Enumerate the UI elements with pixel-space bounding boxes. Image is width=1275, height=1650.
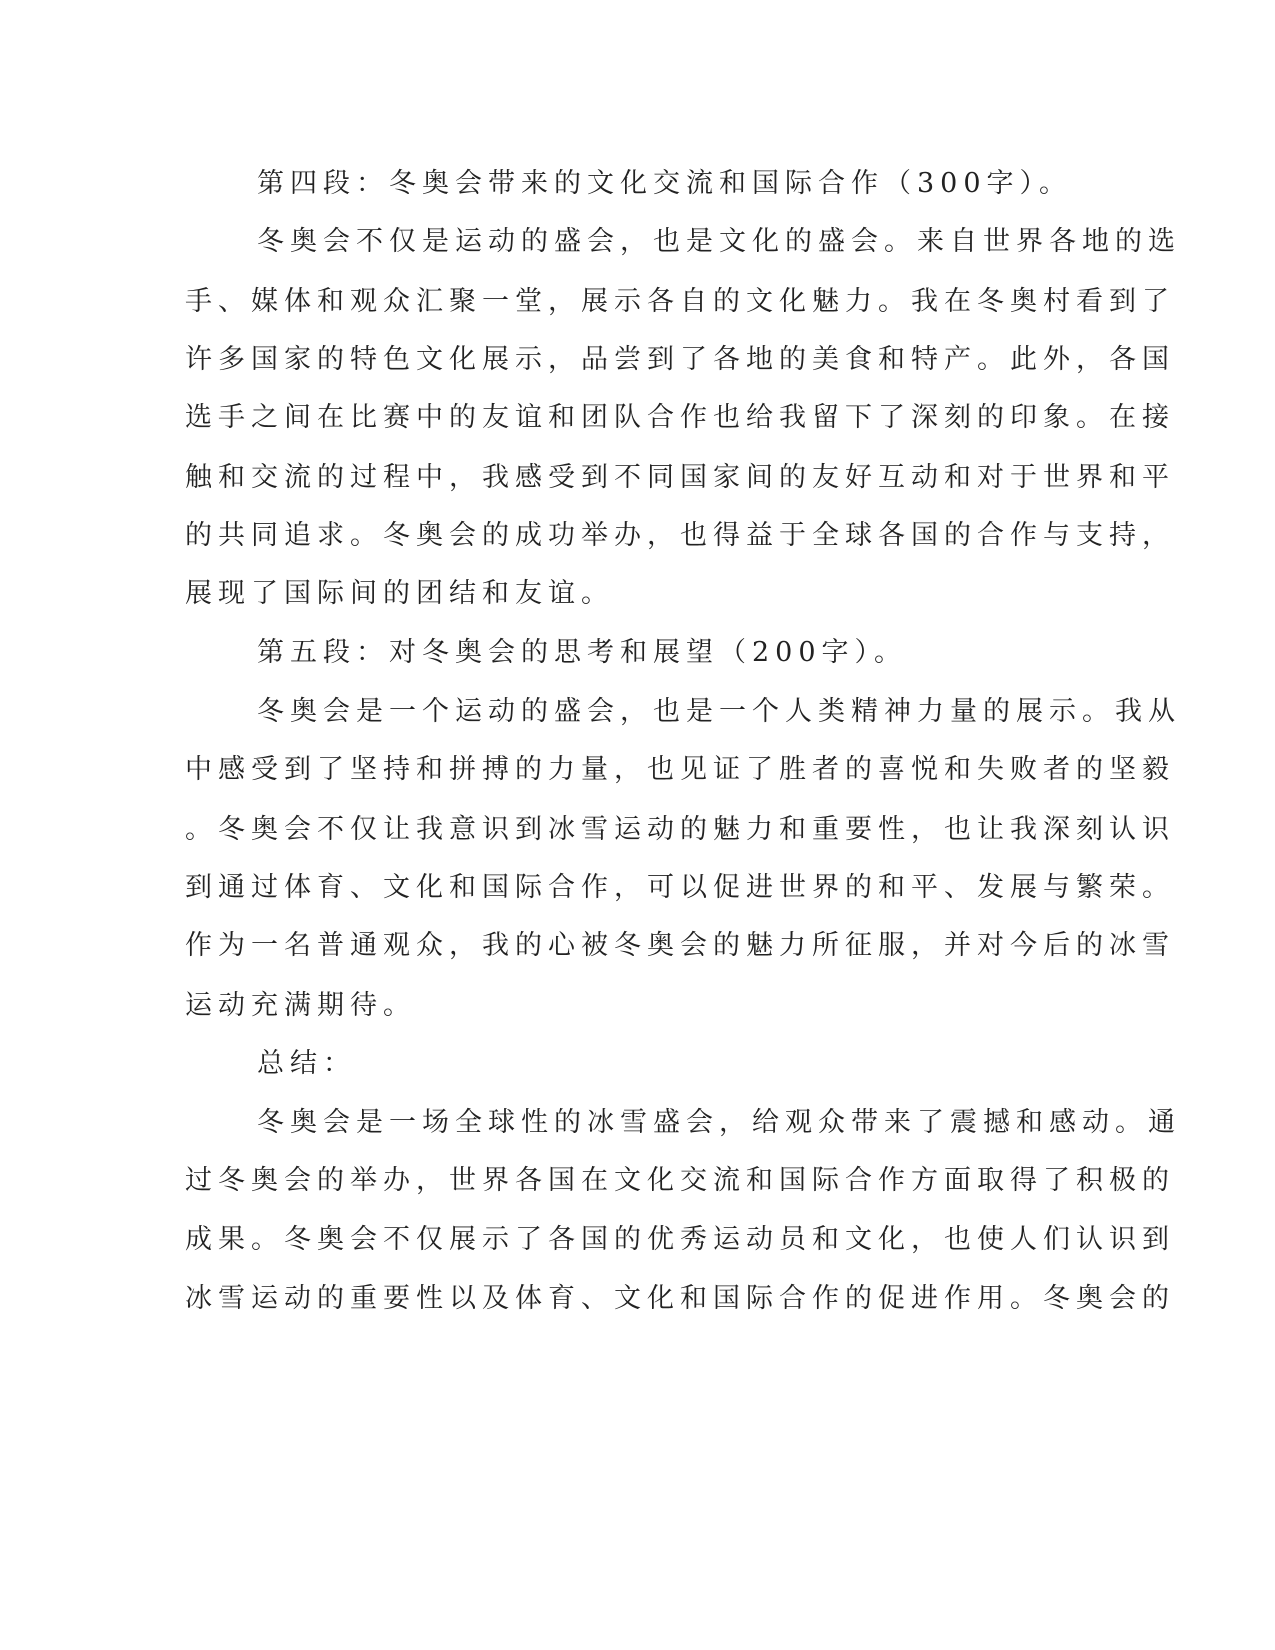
section-4-line-2: 手、媒体和观众汇聚一堂，展示各自的文化魅力。我在冬奥村看到了 bbox=[185, 286, 1175, 317]
section-5-heading: 第五段：对冬奥会的思考和展望（200字）。 bbox=[257, 637, 908, 668]
section-5-line-5: 作为一名普通观众，我的心被冬奥会的魅力所征服，并对今后的冰雪 bbox=[185, 930, 1175, 961]
section-5-line-4: 到通过体育、文化和国际合作，可以促进世界的和平、发展与繁荣。 bbox=[185, 872, 1175, 903]
summary-line-1: 冬奥会是一场全球性的冰雪盛会，给观众带来了震撼和感动。通 bbox=[257, 1107, 1181, 1138]
section-4-line-1: 冬奥会不仅是运动的盛会，也是文化的盛会。来自世界各地的选 bbox=[257, 226, 1181, 257]
section-4-line-4: 选手之间在比赛中的友谊和团队合作也给我留下了深刻的印象。在接 bbox=[185, 402, 1175, 433]
summary-line-2: 过冬奥会的举办，世界各国在文化交流和国际合作方面取得了积极的 bbox=[185, 1165, 1175, 1196]
section-5-line-2: 中感受到了坚持和拼搏的力量，也见证了胜者的喜悦和失败者的坚毅 bbox=[185, 754, 1175, 785]
section-4-line-5: 触和交流的过程中，我感受到不同国家间的友好互动和对于世界和平 bbox=[185, 462, 1175, 493]
section-4-line-6: 的共同追求。冬奥会的成功举办，也得益于全球各国的合作与支持， bbox=[185, 520, 1175, 551]
section-5-line-1: 冬奥会是一个运动的盛会，也是一个人类精神力量的展示。我从 bbox=[257, 696, 1181, 727]
section-5-line-3: 。冬奥会不仅让我意识到冰雪运动的魅力和重要性，也让我深刻认识 bbox=[185, 814, 1175, 845]
summary-line-4: 冰雪运动的重要性以及体育、文化和国际合作的促进作用。冬奥会的 bbox=[185, 1283, 1175, 1314]
section-4-line-7: 展现了国际间的团结和友谊。 bbox=[185, 578, 614, 609]
summary-line-3: 成果。冬奥会不仅展示了各国的优秀运动员和文化，也使人们认识到 bbox=[185, 1224, 1175, 1255]
section-4-heading: 第四段：冬奥会带来的文化交流和国际合作（300字）。 bbox=[257, 168, 1073, 199]
section-4-line-3: 许多国家的特色文化展示，品尝到了各地的美食和特产。此外，各国 bbox=[185, 344, 1175, 375]
summary-heading: 总结： bbox=[257, 1048, 356, 1079]
section-5-line-6: 运动充满期待。 bbox=[185, 990, 416, 1021]
